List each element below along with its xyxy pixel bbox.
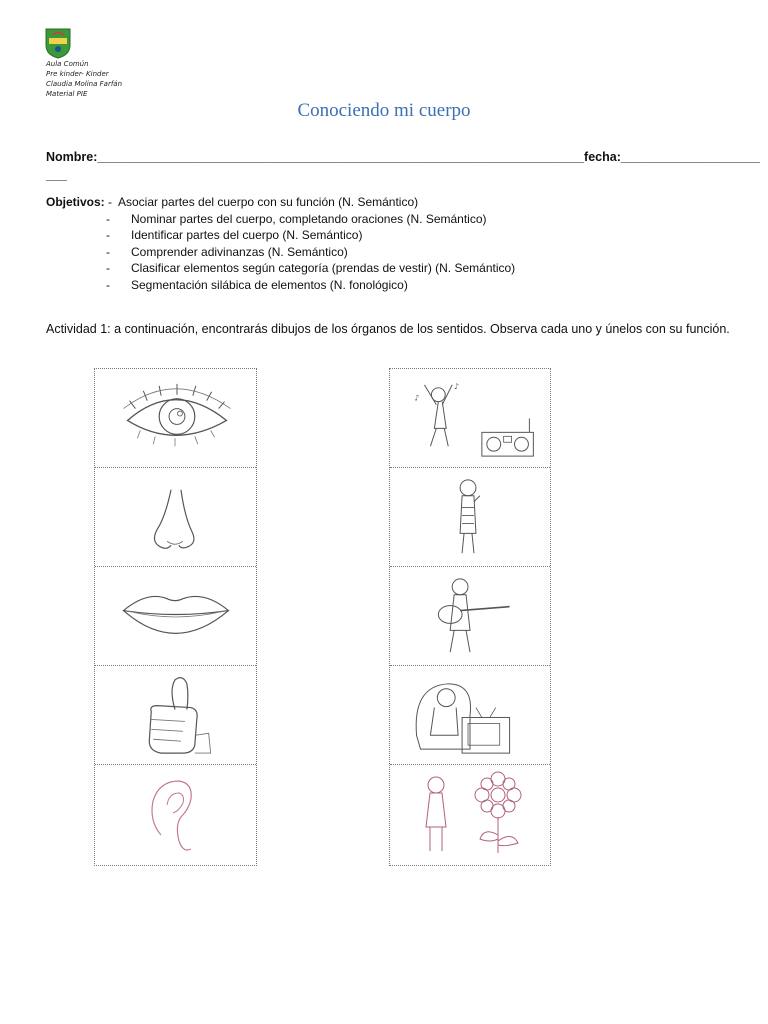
girl-smelling-drawing-icon[interactable] — [390, 468, 550, 567]
objectives-label: Objetivos: — [46, 195, 105, 209]
objective-text: Asociar partes del cuerpo con su función (N. Semántico) — [118, 195, 419, 209]
nombre-blank[interactable]: ______________________________________________________________________ — [97, 150, 585, 164]
objective-dash: - — [106, 277, 110, 292]
objective-dash: - — [106, 211, 110, 226]
school-logo-icon — [44, 27, 72, 59]
objective-text: Comprender adivinanzas (N. Semántico) — [131, 244, 348, 259]
header-info — [46, 59, 122, 99]
lips-drawing-icon[interactable] — [95, 567, 256, 666]
header-line: Aula Común — [46, 60, 89, 68]
svg-text:♪: ♪ — [414, 393, 420, 403]
objectives-list — [46, 194, 516, 293]
fecha-blank[interactable]: ____________________ — [620, 150, 760, 164]
objective-item — [46, 227, 363, 244]
objective-item — [46, 211, 487, 228]
objective-text: Nominar partes del cuerpo, completando oraciones (N. Semántico) — [131, 211, 487, 226]
girl-watching-tv-drawing-icon[interactable] — [390, 666, 550, 765]
objective-text: Clasificar elementos según categoría (prendas de vestir) (N. Semántico) — [131, 261, 516, 275]
ear-drawing-icon[interactable] — [95, 765, 256, 864]
activities-column — [389, 368, 551, 866]
activity-label: Actividad 1: — [46, 322, 111, 336]
fecha-label: fecha: — [584, 150, 621, 164]
objective-text: Segmentación silábica de elementos (N. fonológico) — [131, 277, 408, 292]
nombre-label: Nombre: — [46, 150, 98, 164]
girl-flower-drawing-icon[interactable] — [390, 765, 550, 864]
blank-continuation: ___ — [46, 168, 67, 182]
activity-text: a continuación, encontrarás dibujos de los órganos de los sentidos. Observa cada uno y únelos con su función. — [110, 322, 730, 336]
objective-text: Identificar partes del cuerpo (N. Semántico) — [131, 228, 363, 242]
header-line: Pre kinder- Kinder — [46, 70, 109, 78]
objective-dash: - — [106, 261, 110, 275]
header-line: Claudia Molina Farfán — [46, 80, 123, 88]
objective-item — [46, 244, 348, 261]
name-date-line — [46, 150, 760, 164]
header-line: Material PIE — [46, 90, 88, 98]
page-title: Conociendo mi cuerpo — [297, 100, 471, 121]
objective-item — [46, 277, 408, 294]
objective-dash: - — [108, 195, 112, 209]
girl-dancing-radio-drawing-icon[interactable] — [390, 369, 550, 468]
sense-organs-column — [94, 368, 257, 866]
thumb-hand-drawing-icon[interactable] — [95, 666, 256, 765]
svg-text:♪: ♪ — [454, 381, 460, 391]
objective-dash: - — [106, 228, 110, 242]
objective-item — [46, 194, 419, 211]
nose-drawing-icon[interactable] — [95, 468, 256, 567]
boy-guitar-drawing-icon[interactable] — [390, 567, 550, 666]
eye-drawing-icon[interactable] — [95, 369, 256, 468]
objective-dash: - — [106, 244, 110, 259]
objective-item — [46, 260, 516, 277]
activity-instructions — [46, 320, 736, 338]
